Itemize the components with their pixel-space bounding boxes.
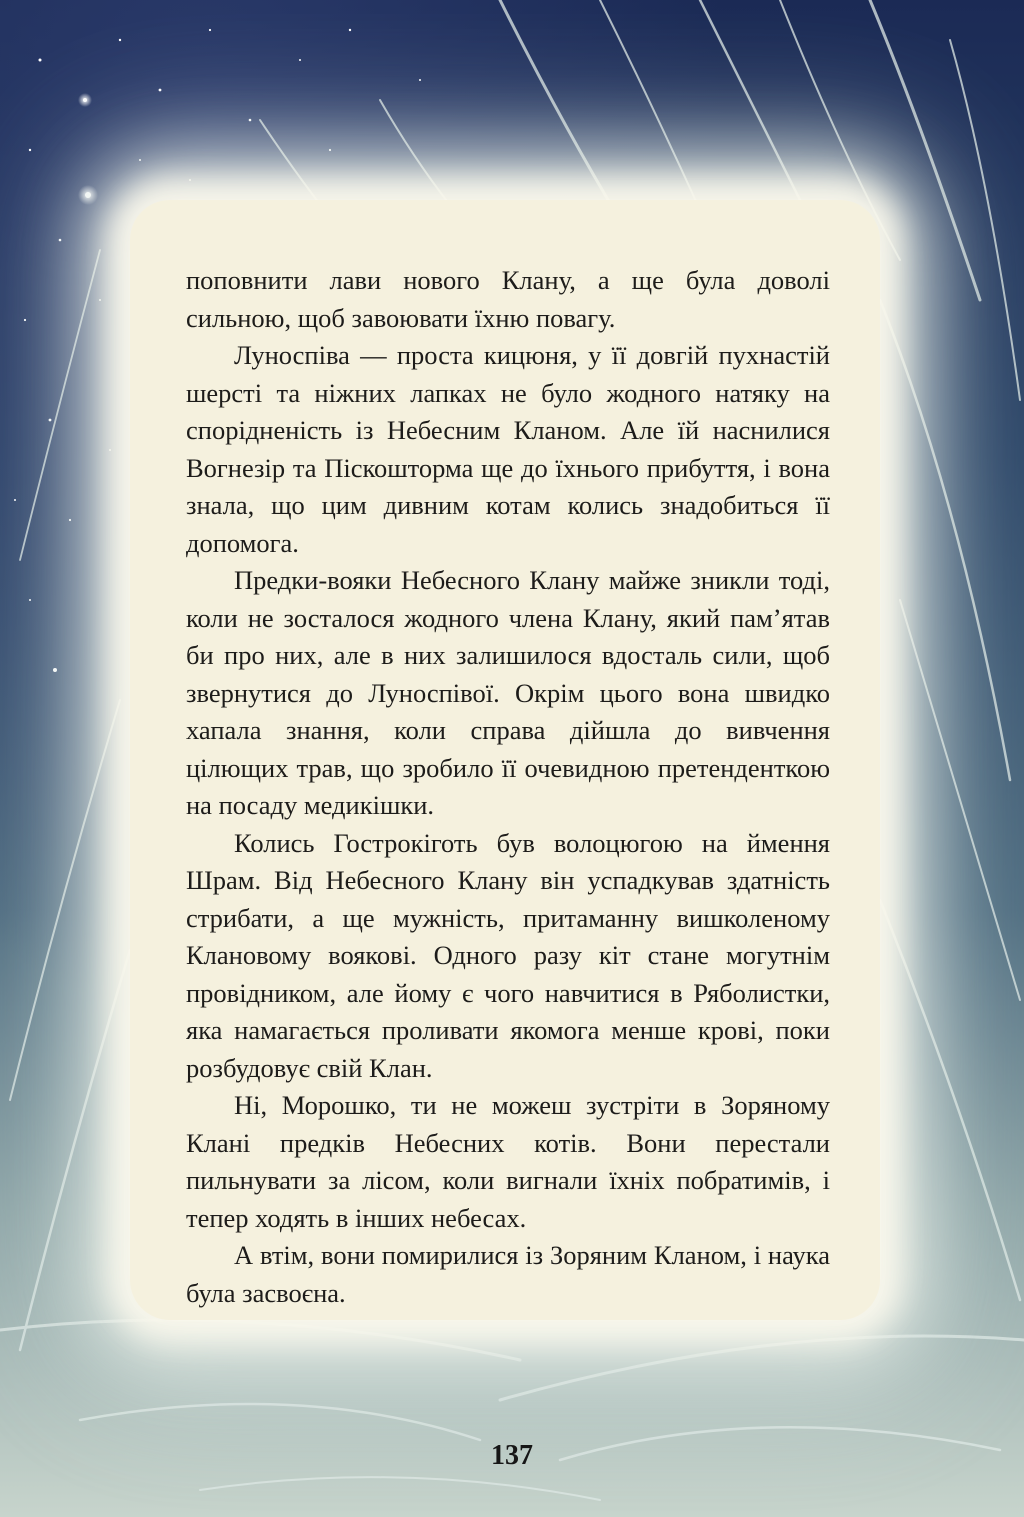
paragraph: А втім, вони помирилися із Зоряним Кланом, і наука була засвоєна. [186,1240,830,1308]
paragraph: Предки-вояки Небесного Клану майже зникли тоді, коли не зосталося жодного члена Клану, який пам’ятав би про них, але в них залишилося вдосталь сили, щоб звернутися до Луноспівої. Окрім цього вона швидко хапала знання, коли справа дійшла до вивчення цілющих трав, що зробило її очевидною претенденткою на посаду медикішки. [186,565,830,820]
body-text [186,262,830,1312]
paragraph: Луноспіва — проста кицюня, у її довгій пухнастій шерсті та ніжних лапках не було жодного натяку на спорідненість із Небесним Кланом. Але їй наснилися Вогнезір та Піскошторма ще до їхнього прибуття, і вона знала, що цим дивним котам колись знадобиться її допомога. [186,340,830,558]
paragraph: поповнити лави нового Клану, а ще була доволі сильною, щоб завоювати їхню повагу. [186,265,830,333]
page-number: 137 [491,1440,533,1471]
paragraph: Ні, Морошко, ти не можеш зустріти в Зоряному Клані предків Небесних котів. Вони перестали пильнувати за лісом, коли вигнали їхніх побратимів, і тепер ходять в інших небесах. [186,1090,830,1233]
paragraph: Колись Гострокіготь був волоцюгою на ймення Шрам. Від Небесного Клану він успадкував здатність стрибати, а ще мужність, притаманну вишколеному Клановому воякові. Одного разу кіт стане могутнім провідником, але йому є чого навчитися в Ряболистки, яка намагається проливати якомога менше крові, поки розбудовує свій Клан. [186,827,830,1083]
